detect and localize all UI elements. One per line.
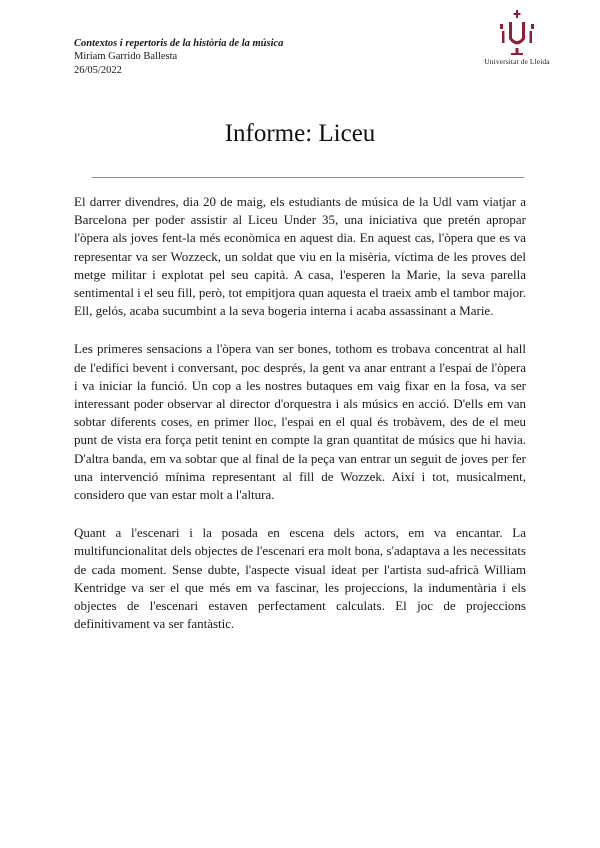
report-body	[74, 193, 526, 653]
document-header	[74, 37, 283, 77]
paragraph: Les primeres sensacions a l'òpera van ser bones, tothom es trobava concentrat al hall de l'edifici bevent i conversant, poc després, la gent va anar entrant a l'espai de l'òpera i va iniciar la funció. Un cop a les nostres butaques em vaig fixar en la fosa, va ser interessant poder observar al director d'orquestra i als músics en acció. D'ells em van sobtar diferents coses, en primer lloc, l'espai en el qual és trobàvem, des de el meu punt de vista era força petit tenint en compte la gran quantitat de músics que hi havia. D'altra banda, em va sobtar que al final de la peça van entrar un seguit de joves per fer una intervenció mínima representant al fill de Wozzek. Així i tot, musicalment, considero que van estar molt a l'altura.	[74, 341, 526, 503]
paragraph: El darrer divendres, dia 20 de maig, els estudiants de música de la Udl vam viatjar a Barcelona per poder assistir al Liceu Under 35, una iniciativa que pretén apropar l'òpera als joves fent-la més econòmica en aquest dia. En aquest cas, l'òpera que es va representar va ser Wozzeck, un soldat que viu en la misèria, víctima de les proves del metge militar i explotat pel seu capità. A casa, l'esperen la Marie, la seva parella sentimental i el seu fill, però, tot empitjora quan aquesta el traeix amb el tambor major. Ell, gelós, acaba sucumbint a la seva bogeria interna i acaba assassinant a Marie.	[74, 194, 526, 319]
paragraph: Quant a l'escenari i la posada en escena dels actors, em va encantar. La multifuncionalitat dels objectes de l'escenari era molt bona, s'adaptava a les necessitats de cada moment. Sense dubte, l'aspecte visual ideat per l'artista sud-africà William Kentridge va ser el que més em va fascinar, les projeccions, la indumentària i els objectes de l'escenari estaven perfectament calculats. El joc de projeccions definitivament va ser fantàstic.	[74, 525, 526, 632]
document-date: 26/05/2022	[74, 64, 122, 76]
page-title: Informe: Liceu	[224, 120, 376, 147]
course-name: Contextos i repertoris de la història de la música	[74, 38, 284, 49]
title-divider	[92, 177, 524, 178]
university-logo	[477, 10, 557, 72]
university-crest-icon	[497, 10, 537, 56]
author-name: Miriam Garrido Ballesta	[74, 51, 178, 63]
university-name: Universitat de Lleida	[484, 57, 550, 66]
